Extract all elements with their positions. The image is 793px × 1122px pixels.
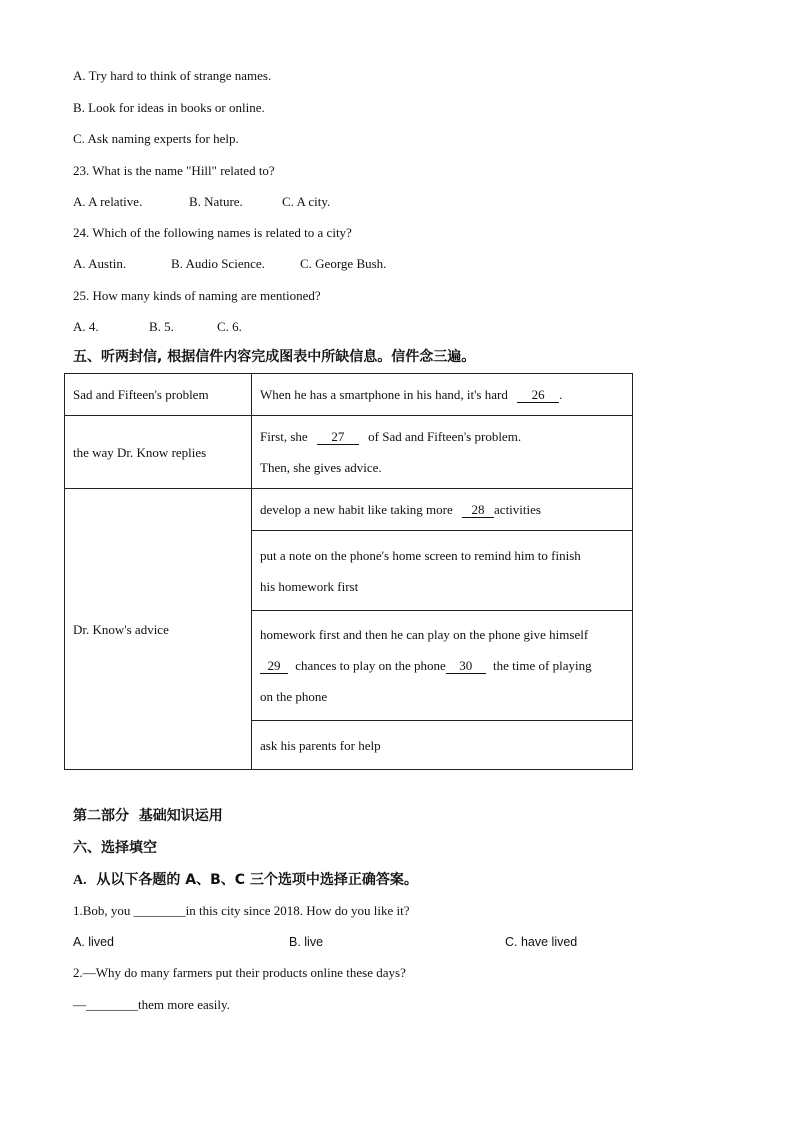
q23-option-b: B. Nature. [189,194,243,209]
advice-item-3 [252,611,633,721]
q22-option-a: A. Try hard to think of strange names. [73,68,272,83]
blank-29: 29 [260,658,288,674]
advice-item-3-mid: chances to play on the phone [295,658,446,673]
replies-line1-end: of Sad and Fifteen's problem. [368,429,522,444]
table-row [65,489,633,531]
advice-item-2-line2: his homework first [260,578,359,594]
advice-item-3-line1: homework first and then he can play on the phone give himself [260,627,589,642]
q1-question: 1.Bob, you ________in this city since 2018. How do you like it? [73,903,410,918]
q24-option-c: C. George Bush. [300,256,387,271]
q1-option-c: C. have lived [505,935,578,949]
advice-label: Dr. Know's advice [65,489,252,770]
problem-label: Sad and Fifteen's problem [65,374,252,416]
replies-label: the way Dr. Know replies [65,416,252,489]
q23-option-c: C. A city. [282,194,331,209]
q23-question: 23. What is the name "Hill" related to? [73,163,275,178]
q24-option-a: A. Austin. [73,256,127,271]
q25-option-a: A. 4. [73,319,99,334]
q22-option-c: C. Ask naming experts for help. [73,131,239,146]
replies-line1-start: First, she [260,429,308,444]
q25-question: 25. How many kinds of naming are mentioned? [73,288,321,303]
q24-option-b: B. Audio Science. [171,256,265,271]
info-table [64,373,633,770]
q1-option-a: A. lived [73,935,114,949]
q24-question: 24. Which of the following names is related to a city? [73,225,352,240]
advice-item-1-end: activities [494,502,541,517]
problem-text-end: . [559,387,563,402]
advice-item-4: ask his parents for help [252,721,633,770]
advice-item-1 [252,489,633,531]
section-a-text: 从以下各题的 A、B、C 三个选项中选择正确答案。 [96,872,418,888]
advice-item-2-line1: put a note on the phone's home screen to remind him to finish [260,547,581,563]
advice-item-2 [252,531,633,611]
problem-cell [252,374,633,416]
blank-26: 26 [517,387,559,403]
section-a-title [73,871,418,890]
table-row [65,416,633,489]
advice-item-3-line3: on the phone [260,689,328,704]
table-row [65,374,633,416]
q23-option-a: A. A relative. [73,194,143,209]
q2-line2: —________them more easily. [73,997,230,1012]
section5-title: 五、听两封信, 根据信件内容完成图表中所缺信息。信件念三遍。 [73,349,476,365]
advice-item-3-end: the time of playing [493,658,592,673]
advice-item-1-text: develop a new habit like taking more [260,502,453,517]
replies-line2: Then, she gives advice. [260,460,382,475]
problem-text: When he has a smartphone in his hand, it's hard [260,387,508,402]
blank-27: 27 [317,429,359,445]
q2-line1: 2.—Why do many farmers put their products online these days? [73,965,406,980]
blank-30: 30 [446,658,486,674]
section-a-prefix: A. [73,873,87,888]
q25-option-b: B. 5. [149,319,174,334]
section6-title: 六、选择填空 [73,840,157,856]
q25-option-c: C. 6. [217,319,242,334]
part2-title: 第二部分 基础知识运用 [73,808,223,824]
replies-cell [252,416,633,489]
blank-28: 28 [462,502,494,518]
q1-option-b: B. live [289,935,324,949]
q22-option-b: B. Look for ideas in books or online. [73,100,265,115]
